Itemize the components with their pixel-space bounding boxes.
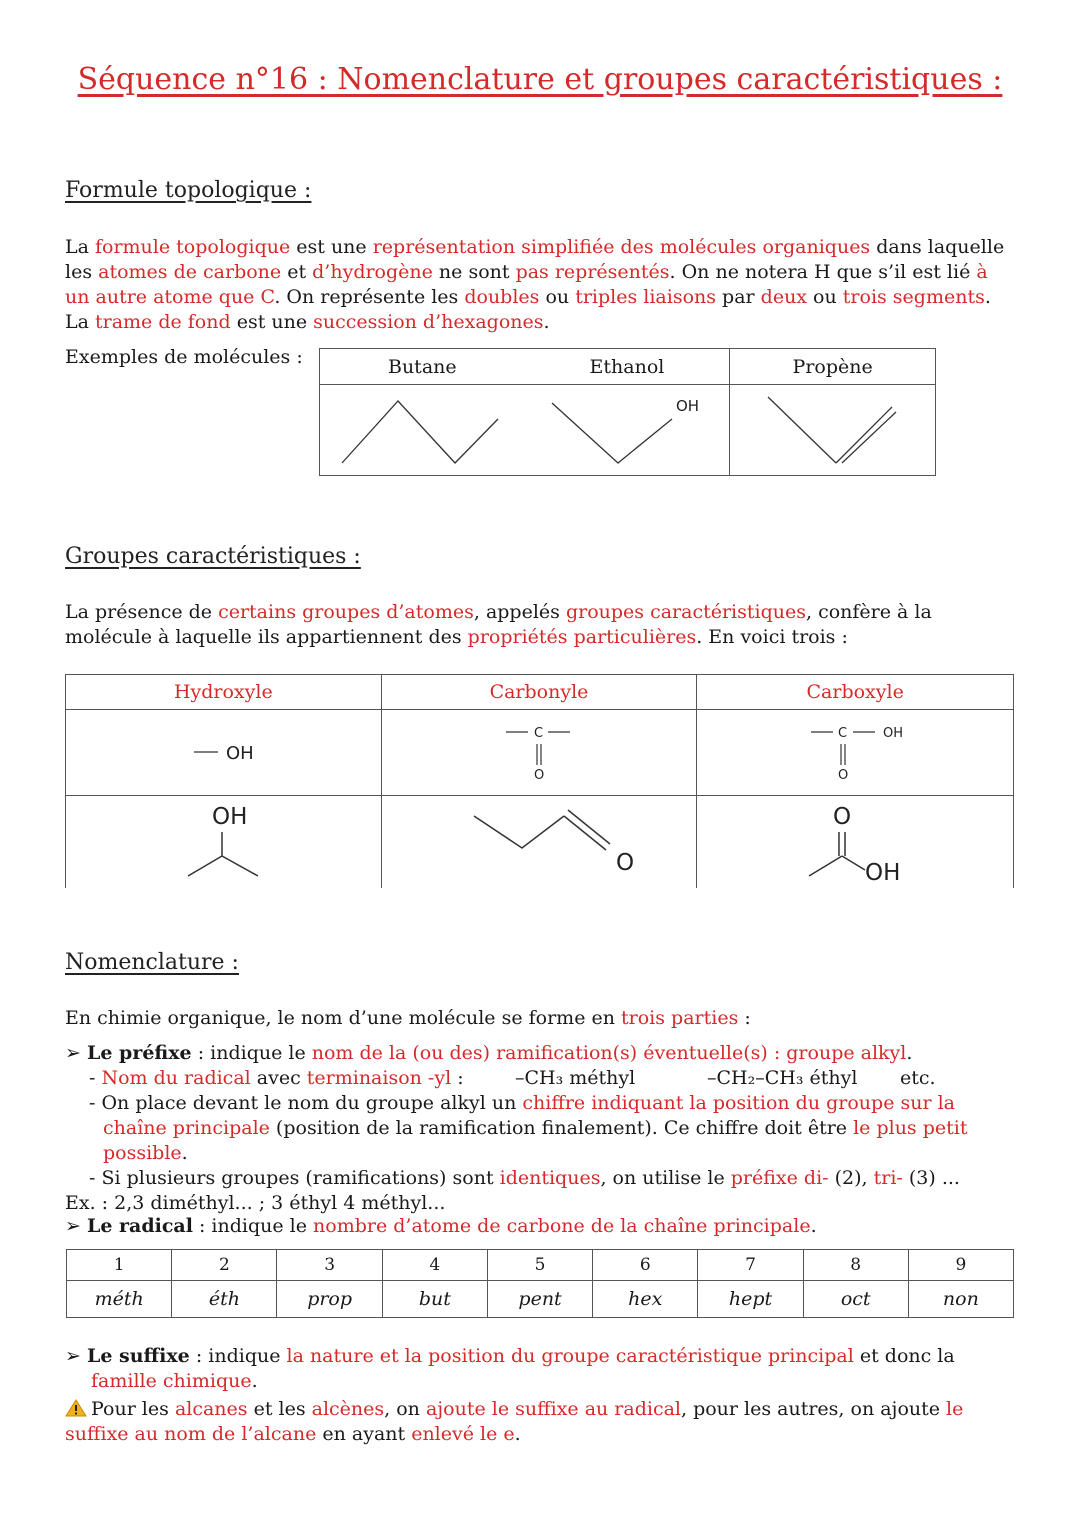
radical-number: 8	[803, 1250, 908, 1281]
prefix-line-2: - On place devant le nom du groupe alkyl un chiffre indiquant la position du groupe sur la chaîne principale (position de la ramification finalement). Ce chiffre doit être le plus petit possible.	[89, 1092, 968, 1164]
radical-name: pent	[487, 1281, 592, 1318]
section-heading-nomenclature: Nomenclature :	[65, 950, 239, 975]
radical-block: ➢ Le radical : indique le nombre d’atome de carbone de la chaîne principale.	[65, 1215, 817, 1237]
butane-structure	[342, 401, 498, 463]
warning-icon	[65, 1399, 87, 1417]
example-name-butane: Butane	[320, 349, 525, 385]
carbonyle-c-text: C	[533, 726, 543, 741]
radical-number: 9	[908, 1250, 1013, 1281]
carbonyle-example-cell	[381, 796, 697, 888]
propene-double-bond-2	[842, 412, 896, 463]
bullet-arrow-icon: ➢	[65, 1345, 81, 1367]
group-header-carboxyle: Carboxyle	[697, 675, 1014, 710]
carboxyle-o-text: O	[838, 768, 849, 783]
propene-single-bond	[768, 397, 836, 463]
carbonyle-o-text: O	[533, 768, 544, 783]
methyl-formula: –CH₃ méthyl	[515, 1067, 636, 1089]
propene-structure-cell	[730, 385, 936, 476]
radical-name: hept	[698, 1281, 803, 1318]
carboxyle-formula-svg	[697, 710, 1014, 796]
carboxyle-example-oh: OH	[865, 860, 901, 886]
propene-svg	[730, 385, 935, 476]
ethanol-structure	[552, 403, 672, 463]
suffix-warning: Pour les alcanes et les alcènes, on ajoute le suffixe au radical, pour les autres, on ajoute le suffixe au nom de l’alcane en ayant enlevé le e.	[65, 1398, 964, 1445]
radical-table	[66, 1249, 1014, 1318]
groupes-paragraph: La présence de certains groupes d’atomes, appelés groupes caractéristiques, confère à la molécule à laquelle ils appartiennent des propriétés particulières. En voici trois :	[65, 601, 932, 648]
ethyl-formula: –CH₂–CH₃ éthyl	[707, 1067, 858, 1089]
carboxyle-example-o: O	[833, 804, 852, 830]
hydroxyle-formula-cell	[66, 710, 382, 796]
radical-number: 2	[172, 1250, 277, 1281]
carbonyle-example-o: O	[615, 850, 634, 876]
radical-name: éth	[172, 1281, 277, 1318]
examples-label: Exemples de molécules :	[65, 346, 303, 368]
example-name-ethanol: Ethanol	[525, 349, 730, 385]
radical-name: prop	[277, 1281, 382, 1318]
radical-number: 7	[698, 1250, 803, 1281]
butane-ethanol-svg	[320, 385, 730, 476]
radical-name: but	[382, 1281, 487, 1318]
ethanol-oh-label: OH	[676, 397, 700, 415]
radical-name: hex	[593, 1281, 698, 1318]
section-heading-groupes: Groupes caractéristiques :	[65, 544, 361, 569]
radical-number: 4	[382, 1250, 487, 1281]
suffix-heading-line: ➢ Le suffixe : indique la nature et la position du groupe caractéristique principal et donc la famille chimique.	[65, 1345, 955, 1392]
carbonyle-formula-svg	[382, 710, 698, 796]
radical-number: 3	[277, 1250, 382, 1281]
hydroxyle-oh-text: OH	[226, 743, 254, 764]
hydroxyle-formula-svg	[66, 710, 382, 796]
propene-double-bond-1	[836, 407, 892, 463]
radical-number: 1	[67, 1250, 172, 1281]
radical-name: non	[908, 1281, 1013, 1318]
carbonyle-formula-cell	[381, 710, 697, 796]
bullet-arrow-icon: ➢	[65, 1215, 81, 1237]
carboxyle-example-cell	[697, 796, 1014, 888]
hydroxyle-example-oh: OH	[212, 804, 248, 830]
group-header-hydroxyle: Hydroxyle	[66, 675, 382, 710]
prefix-block	[65, 1041, 1015, 1216]
suffix-block	[65, 1344, 1015, 1447]
hydroxyle-example-cell	[66, 796, 382, 888]
carboxyle-oh-text: OH	[883, 726, 904, 741]
radical-number: 6	[593, 1250, 698, 1281]
prefix-line-3: - Si plusieurs groupes (ramifications) sont identiques, on utilise le préfixe di- (2), tri- (3) ...	[89, 1167, 960, 1189]
carboxyle-formula-cell	[697, 710, 1014, 796]
radical-number: 5	[487, 1250, 592, 1281]
radical-name: méth	[67, 1281, 172, 1318]
carboxyle-c-text: C	[838, 726, 848, 741]
hydroxyle-example-svg	[66, 796, 382, 888]
group-header-carbonyle: Carbonyle	[381, 675, 697, 710]
examples-table	[319, 348, 936, 476]
prefix-line-1: - Nom du radical avec terminaison -yl : –CH₃ méthyl –CH₂–CH₃ éthyl etc.	[89, 1067, 936, 1089]
nomenclature-intro: En chimie organique, le nom d’une molécule se forme en trois parties :	[65, 1007, 751, 1029]
examples-structures-cell	[320, 385, 730, 476]
bullet-arrow-icon: ➢	[65, 1042, 81, 1064]
etc-text: etc.	[900, 1067, 936, 1089]
page-title: Séquence n°16 : Nomenclature et groupes caractéristiques :	[77, 62, 1003, 97]
topologique-paragraph: La formule topologique est une représentation simplifiée des molécules organiques dans laquelle les atomes de carbone et d’hydrogène ne sont pas représentés. On ne notera H que s’il est lié à un autre atome que C. On représente les doubles ou triples liaisons par deux ou trois segments. La trame de fond est une succession d’hexagones.	[65, 236, 1005, 333]
carbonyle-example-svg	[382, 796, 698, 888]
groups-table	[65, 674, 1014, 888]
carboxyle-example-svg	[697, 796, 1014, 888]
radical-name: oct	[803, 1281, 908, 1318]
example-name-propene: Propène	[730, 349, 936, 385]
prefix-example: Ex. : 2,3 diméthyl... ; 3 éthyl 4 méthyl...	[65, 1192, 446, 1214]
section-heading-topologique: Formule topologique :	[65, 178, 312, 203]
prefix-heading-line: ➢ Le préfixe : indique le nom de la (ou des) ramification(s) éventuelle(s) : groupe alkyl.	[65, 1042, 913, 1064]
